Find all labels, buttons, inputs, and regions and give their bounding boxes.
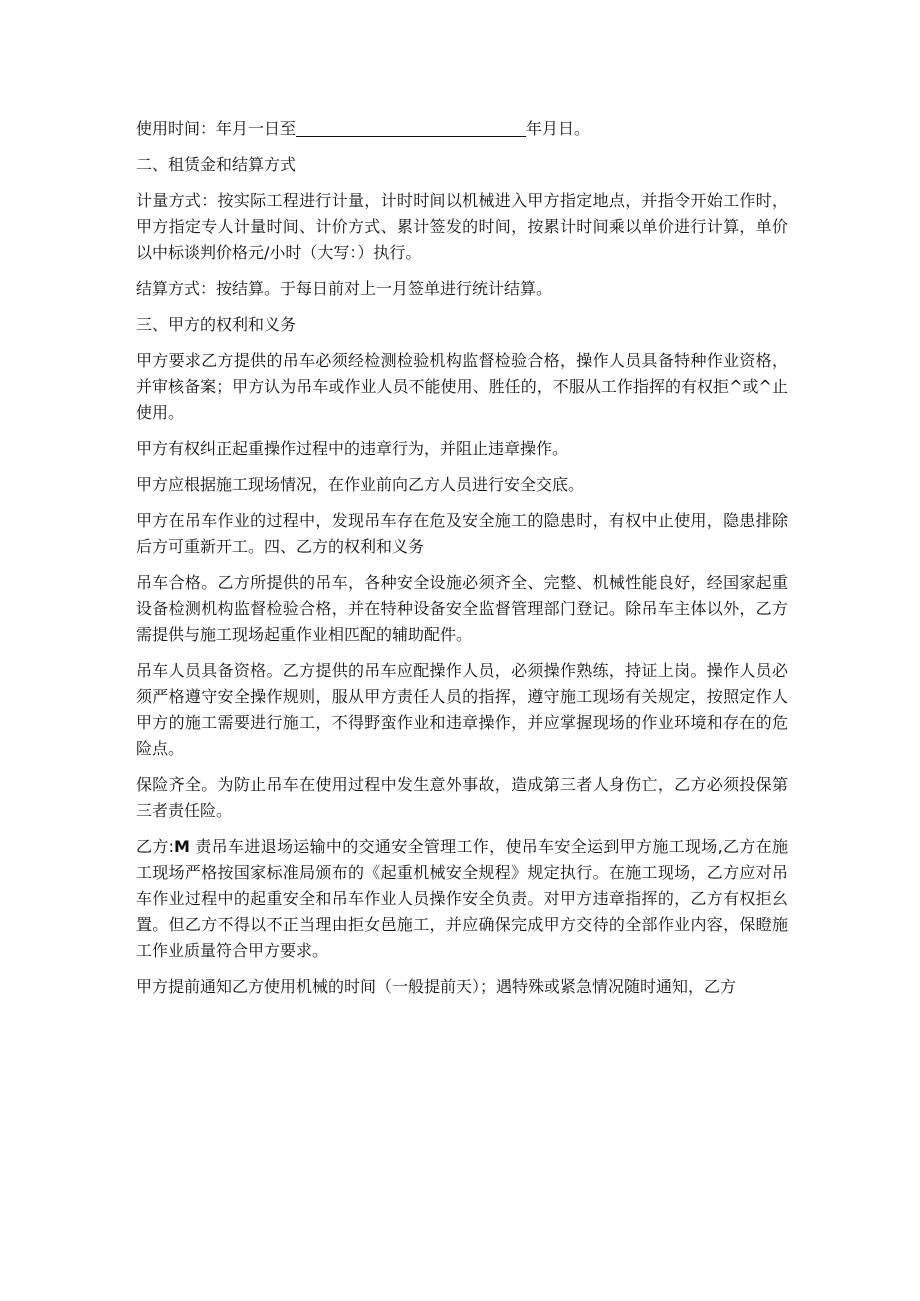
section-heading-party-a: 三、甲方的权利和义务 <box>136 315 297 334</box>
paragraph-party-a-correct: 甲方有权纠正起重操作过程中的违章行为，并阻止违章操作。 <box>136 439 569 458</box>
paragraph-crane-qualified: 吊车合格。乙方所提供的吊车，各种安全设施必须齐全、完整、机械性能良好，经国家起重设备检测机构监督检验合格，并在特种设备安全监督管理部门登记。除吊车主体以外，乙方需提供与施工现场起重作业相匹配的辅助配件。 <box>136 573 788 644</box>
section-heading-rent: 二、租赁金和结算方式 <box>136 155 297 174</box>
paragraph-party-a-safety-briefing: 甲方应根据施工现场情况，在作业前向乙方人员进行安全交底。 <box>136 475 585 494</box>
usage-time-line <box>136 116 788 142</box>
paragraph-party-b-responsibility <box>136 834 788 964</box>
paragraph-insurance: 保险齐全。为防止吊车在使用过程中发生意外事故，造成第三者人身伤亡，乙方必须投保第三者责任险。 <box>136 775 788 820</box>
paragraph-party-a-hazard: 甲方在吊车作业的过程中，发现吊车存在危及安全施工的隐患时，有权中止使用，隐患排除后方可重新开工。四、乙方的权利和义务 <box>136 511 788 556</box>
usage-time-end: 年月日。 <box>526 119 591 138</box>
date-blank-underline <box>296 118 526 137</box>
paragraph-measure-method: 计量方式：按实际工程进行计量，计时时间以机械进入甲方指定地点，并指令开始工作时，甲方指定专人计量时间、计价方式、累计签发的时间，按累计时间乘以单价进行计算，单价以中标谈判价格元/小时（大写：）执行。 <box>136 191 788 262</box>
paragraph-party-a-requirement: 甲方要求乙方提供的吊车必须经检测检验机构监督检验合格，操作人员具备特种作业资格，并审核备案；甲方认为吊车或作业人员不能使用、胜任的，不服从工作指挥的有权拒^或^止使用。 <box>136 351 788 422</box>
paragraph-settlement-method: 结算方式：按结算。于每日前对上一月签单进行统计结算。 <box>136 279 553 298</box>
paragraph-crane-personnel: 吊车人员具备资格。乙方提供的吊车应配操作人员，必须操作熟练，持证上岗。操作人员必须严格遵守安全操作规则，服从甲方责任人员的指挥，遵守施工现场有关规定，按照定作人甲方的施工需要进行施工，不得野蛮作业和违章操作，并应掌握现场的作业环境和存在的危险点。 <box>136 661 788 758</box>
party-b-text: 责吊车进退场运输中的交通安全管理工作，使吊车安全运到甲方施工现场,乙方在施工现场严格按国家标准局颁布的《起重机械安全规程》规定执行。在施工现场，乙方应对吊车作业过程中的起重安全和吊车作业人员操作安全负责。对甲方违章指挥的，乙方有权拒幺置。但乙方不得以不正当理由拒女邑施工，并应确保完成甲方交待的全部作业内容，保瞪施工作业质量符合甲方要求。 <box>136 837 788 960</box>
paragraph-notice-time: 甲方提前通知乙方使用机械的时间（一般提前天）；遇特殊或紧急情况随时通知，乙方 <box>136 977 737 996</box>
document-body <box>136 116 788 1010</box>
party-b-prefix: 乙方: <box>136 837 175 856</box>
party-b-bold-char: M <box>174 837 190 856</box>
usage-time-label: 使用时间：年月一日至 <box>136 119 297 138</box>
